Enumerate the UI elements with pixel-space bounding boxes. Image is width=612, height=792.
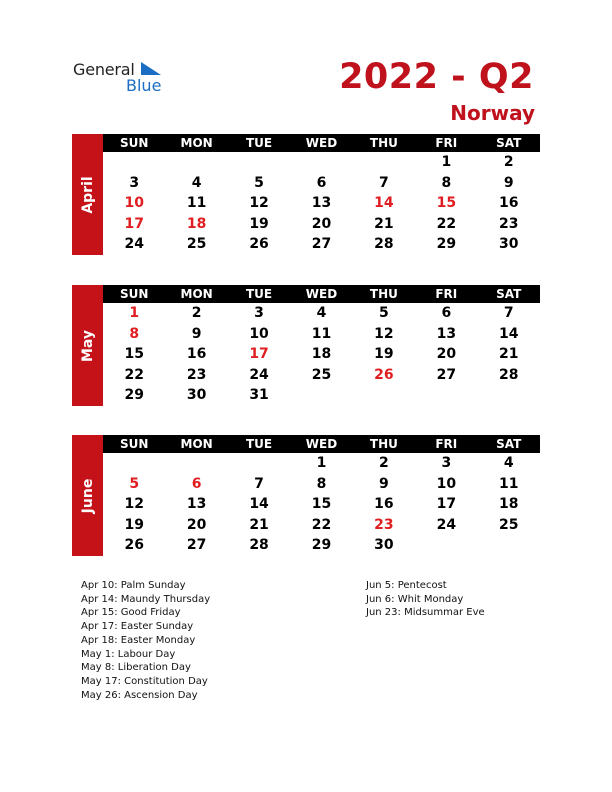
holiday-entry: Apr 15: Good Friday — [81, 607, 181, 619]
day-cell: 6 — [441, 305, 452, 321]
logo-triangle-icon — [139, 61, 163, 77]
holiday-entry: May 1: Labour Day — [81, 648, 176, 660]
weekday-label: SUN — [119, 287, 149, 301]
day-cell: 13 — [186, 496, 207, 512]
day-cell: 14 — [499, 325, 519, 342]
weekday-header — [103, 435, 540, 453]
week-row — [103, 324, 540, 345]
day-cell: 30 — [374, 537, 394, 553]
logo-general-text: General — [73, 60, 135, 79]
weekday-label: THU — [369, 136, 398, 150]
weekday-label: TUE — [245, 437, 273, 451]
week-row — [103, 535, 540, 556]
day-cell: 12 — [124, 496, 144, 512]
weekday-label: WED — [305, 437, 338, 451]
day-cell: 11 — [499, 475, 519, 492]
day-cell: 24 — [124, 236, 144, 252]
weekday-label: MON — [180, 136, 213, 150]
day-cell: 10 — [124, 195, 144, 211]
day-cell: 26 — [374, 366, 394, 383]
day-cell: 4 — [503, 455, 514, 471]
day-cell: 2 — [503, 154, 514, 170]
month-name: June — [79, 478, 96, 513]
day-cell: 17 — [436, 496, 457, 512]
weekday-label: FRI — [435, 136, 458, 150]
holiday-entry: Apr 17: Easter Sunday — [81, 621, 194, 633]
day-cell — [478, 535, 540, 556]
week-row — [103, 474, 540, 495]
week-row — [103, 152, 540, 173]
day-cell: 6 — [316, 174, 327, 191]
day-cell: 10 — [436, 475, 457, 492]
logo-blue-text: Blue — [126, 76, 162, 95]
page-title: 2022 - Q2 — [339, 57, 534, 97]
day-cell — [478, 385, 540, 406]
day-cell: 1 — [441, 154, 452, 170]
day-cell: 13 — [436, 325, 457, 342]
month-label-bar — [72, 435, 103, 556]
day-cell: 5 — [129, 475, 140, 492]
month-block-april — [72, 134, 540, 255]
day-cell: 20 — [436, 346, 457, 362]
day-cell: 21 — [249, 516, 269, 533]
day-cell: 7 — [379, 174, 389, 191]
day-cell: 29 — [124, 387, 144, 403]
month-block-june — [72, 435, 540, 556]
weekday-label: TUE — [245, 287, 273, 301]
holiday-entry: Apr 14: Maundy Thursday — [81, 593, 211, 605]
day-cell: 19 — [249, 215, 269, 232]
day-cell: 29 — [311, 537, 332, 553]
month-label-bar — [72, 285, 103, 406]
day-cell: 2 — [191, 305, 202, 321]
day-cell: 28 — [374, 236, 394, 252]
week-row — [103, 494, 540, 515]
day-cell: 19 — [124, 516, 144, 533]
day-cell: 5 — [379, 305, 389, 321]
day-cell: 5 — [254, 174, 264, 191]
day-cell: 29 — [436, 236, 457, 252]
day-cell: 13 — [311, 195, 332, 211]
day-cell: 14 — [374, 195, 394, 211]
day-cell: 3 — [129, 174, 140, 191]
day-cell: 17 — [124, 215, 144, 232]
week-row — [103, 515, 540, 536]
day-cell: 4 — [191, 174, 202, 191]
week-row — [103, 214, 540, 235]
weekday-label: TUE — [245, 136, 273, 150]
weekday-label: SAT — [496, 437, 522, 451]
day-cell: 24 — [249, 366, 269, 383]
weekday-label: WED — [305, 287, 338, 301]
day-cell: 27 — [311, 236, 332, 252]
holiday-entry: Jun 23: Midsummar Eve — [366, 607, 485, 619]
day-cell: 26 — [124, 537, 144, 553]
holiday-entry: Jun 5: Pentecost — [366, 580, 447, 591]
day-cell: 10 — [249, 325, 269, 342]
day-cell: 30 — [186, 387, 207, 403]
day-cell: 25 — [186, 236, 207, 252]
day-cell: 22 — [311, 516, 332, 533]
holiday-entry: Jun 6: Whit Monday — [366, 593, 464, 605]
day-cell: 9 — [379, 475, 389, 492]
day-cell — [290, 152, 352, 173]
week-row — [103, 303, 540, 324]
day-cell: 12 — [249, 195, 269, 211]
day-cell: 11 — [186, 195, 207, 211]
day-cell: 23 — [374, 516, 394, 533]
day-cell: 3 — [441, 455, 452, 471]
day-cell: 9 — [503, 174, 514, 191]
day-cell: 23 — [499, 215, 519, 232]
weekday-header — [103, 285, 540, 303]
holiday-entry: Apr 18: Easter Monday — [81, 634, 196, 646]
day-cell: 25 — [499, 516, 519, 533]
day-cell: 30 — [499, 236, 519, 252]
day-cell: 7 — [503, 305, 514, 321]
holiday-entry: Apr 10: Palm Sunday — [81, 580, 186, 591]
day-cell — [415, 385, 477, 406]
day-cell: 24 — [436, 516, 457, 533]
day-cell: 18 — [499, 496, 519, 512]
day-cell: 8 — [129, 325, 140, 342]
holiday-entry: May 17: Constitution Day — [81, 675, 208, 687]
day-cell: 27 — [186, 537, 207, 553]
day-cell: 26 — [249, 236, 269, 252]
day-cell: 21 — [499, 346, 519, 362]
week-row — [103, 234, 540, 255]
day-cell: 27 — [436, 366, 457, 383]
day-cell: 16 — [374, 496, 394, 512]
day-cell: 25 — [311, 366, 332, 383]
day-cell — [103, 152, 165, 173]
day-cell: 8 — [316, 475, 327, 492]
day-cell — [103, 453, 165, 474]
day-cell: 28 — [499, 366, 519, 383]
weekday-label: SUN — [119, 136, 149, 150]
day-cell: 31 — [249, 387, 269, 403]
day-cell: 23 — [186, 366, 207, 383]
weekday-label: FRI — [435, 437, 458, 451]
day-cell — [228, 453, 290, 474]
weekday-label: MON — [180, 437, 213, 451]
day-cell — [353, 385, 415, 406]
day-cell: 2 — [379, 455, 389, 471]
day-cell: 9 — [191, 325, 202, 342]
month-name: May — [79, 329, 96, 362]
day-cell: 21 — [374, 215, 394, 232]
day-cell: 14 — [249, 496, 269, 512]
day-cell: 8 — [441, 174, 452, 191]
month-block-may — [72, 285, 540, 406]
week-row — [103, 453, 540, 474]
day-cell — [165, 152, 227, 173]
day-cell: 16 — [499, 195, 519, 211]
logo — [73, 58, 183, 98]
day-cell: 20 — [186, 516, 207, 533]
day-cell: 17 — [249, 346, 269, 362]
weekday-label: FRI — [435, 287, 458, 301]
day-cell: 22 — [436, 215, 457, 232]
day-cell: 28 — [249, 537, 269, 553]
month-grid — [103, 435, 540, 556]
day-cell: 18 — [311, 346, 332, 362]
weekday-label: THU — [369, 437, 398, 451]
weekday-label: SAT — [496, 287, 522, 301]
week-row — [103, 193, 540, 214]
holiday-list-left — [81, 579, 210, 702]
day-cell: 16 — [186, 346, 207, 362]
day-cell: 20 — [311, 215, 332, 232]
week-row — [103, 173, 540, 194]
day-cell: 15 — [124, 346, 144, 362]
day-cell: 15 — [311, 496, 332, 512]
holiday-entry: May 26: Ascension Day — [81, 689, 198, 701]
day-cell: 15 — [436, 195, 457, 211]
day-cell: 19 — [374, 346, 394, 362]
day-cell — [165, 453, 227, 474]
weekday-label: SAT — [496, 136, 522, 150]
month-name: April — [79, 175, 96, 214]
day-cell: 11 — [311, 325, 332, 342]
day-cell: 3 — [254, 305, 264, 321]
weekday-label: THU — [369, 287, 398, 301]
day-cell: 12 — [374, 325, 394, 342]
day-cell: 1 — [129, 305, 140, 321]
day-cell — [353, 152, 415, 173]
week-row — [103, 344, 540, 365]
day-cell — [290, 385, 352, 406]
day-cell: 22 — [124, 366, 144, 383]
day-cell — [228, 152, 290, 173]
day-cell: 6 — [191, 475, 202, 492]
holiday-entry: May 8: Liberation Day — [81, 662, 191, 674]
weekday-label: MON — [180, 287, 213, 301]
month-grid — [103, 285, 540, 406]
day-cell: 7 — [254, 475, 264, 492]
day-cell: 1 — [316, 455, 327, 471]
weekday-header — [103, 134, 540, 152]
holiday-list-right — [366, 579, 485, 620]
country-subtitle: Norway — [450, 101, 535, 125]
week-row — [103, 365, 540, 386]
month-label-bar — [72, 134, 103, 255]
weekday-label: WED — [305, 136, 338, 150]
weekday-label: SUN — [119, 437, 149, 451]
month-grid — [103, 134, 540, 255]
week-row — [103, 385, 540, 406]
day-cell — [415, 535, 477, 556]
day-cell: 4 — [316, 305, 327, 321]
day-cell: 18 — [186, 215, 207, 232]
